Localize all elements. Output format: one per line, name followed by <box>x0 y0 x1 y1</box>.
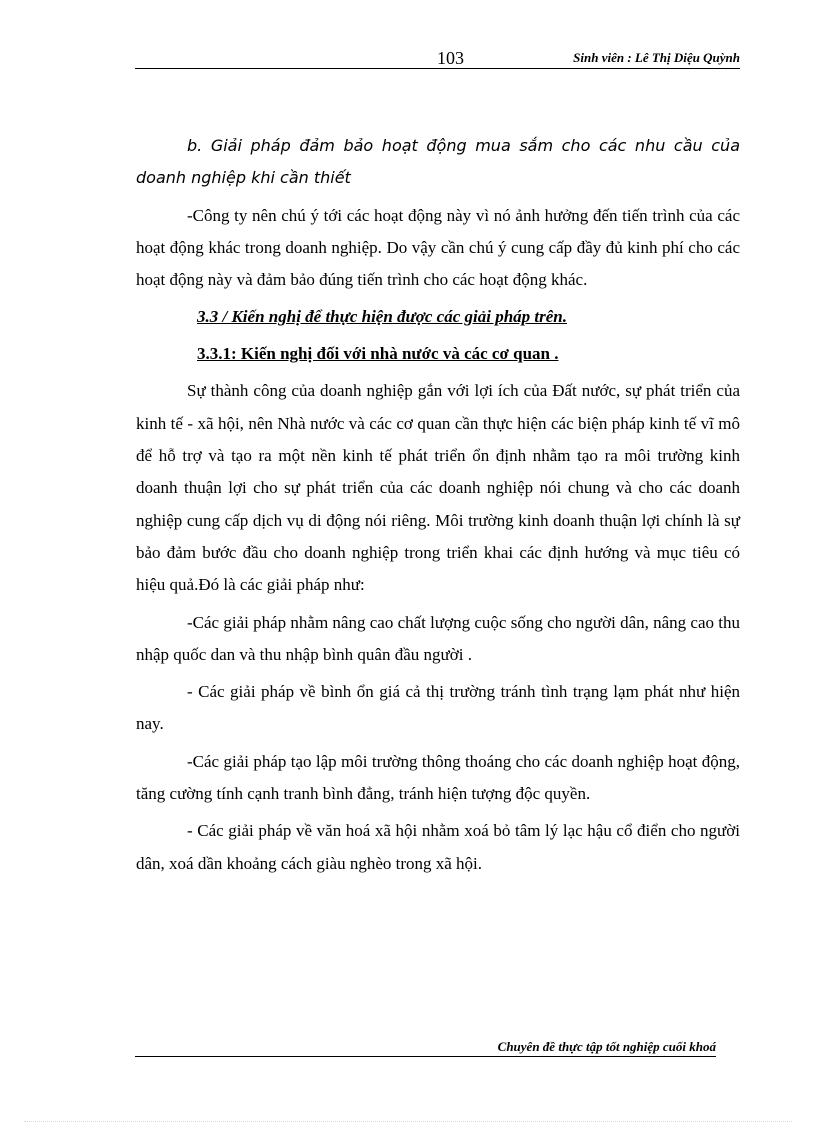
subsection-b-title: b. Giải pháp đảm bảo hoạt động mua sắm cho các nhu cầu của doanh nghiệp khi cần thiết <box>136 136 740 188</box>
page-footer <box>135 1036 716 1057</box>
student-name: Sinh viên : Lê Thị Diệu Quỳnh <box>573 50 740 65</box>
paragraph-3: -Các giải pháp nhằm nâng cao chất lượng cuộc sống cho người dân, nâng cao thu nhập quốc dan và thu nhập bình quân đầu người . <box>136 612 740 664</box>
page-header <box>135 48 740 69</box>
heading-3-3-1: 3.3.1: Kiến nghị đối với nhà nước và các cơ quan . <box>197 344 559 364</box>
footer-text: Chuyên đề thực tập tốt nghiệp cuối khoá <box>497 1039 716 1054</box>
heading-3-3: 3.3 / Kiến nghị để thực hiện được các giải pháp trên. <box>197 307 567 327</box>
page-number: 103 <box>437 48 464 68</box>
paragraph-4: - Các giải pháp về bình ổn giá cả thị trường tránh tình trạng lạm phát như hiện nay. <box>136 682 740 734</box>
paragraph-1: -Công ty nên chú ý tới các hoạt động này vì nó ảnh hưởng đến tiến trình của các hoạt động khác trong doanh nghiệp. Do vậy cần chú ý cung cấp đầy đủ kinh phí cho các hoạt động này và đảm bảo đúng tiến trình cho các hoạt động khác. <box>136 205 740 290</box>
page-content <box>136 130 740 880</box>
paragraph-6: - Các giải pháp về văn hoá xã hội nhằm xoá bỏ tâm lý lạc hậu cổ điển cho người dân, xoá dần khoảng cách giàu nghèo trong xã hội. <box>136 821 740 873</box>
paragraph-2: Sự thành công của doanh nghiệp gắn với lợi ích của Đất nước, sự phát triển của kinh tế - xã hội, nên Nhà nước và các cơ quan cần thực hiện các biện pháp kinh tế vĩ mô để hỗ trợ và tạo ra một nền kinh tế phát triển ổn định nhằm tạo ra môi trường kinh doanh thuận lợi cho sự phát triển của các doanh nghiệp nói chung và cho các doanh nghiệp cung cấp dịch vụ di động nói riêng. Môi trường kinh doanh thuận lợi chính là sự bảo đảm bước đầu cho doanh nghiệp trong triển khai các định hướng và mục tiêu có hiệu quả.Đó là các giải pháp như: <box>136 381 740 595</box>
page-bottom-divider <box>24 1121 792 1122</box>
paragraph-5: -Các giải pháp tạo lập môi trường thông thoáng cho các doanh nghiệp hoạt động, tăng cường tính cạnh tranh bình đẳng, tránh hiện tượng độc quyền. <box>136 751 740 804</box>
